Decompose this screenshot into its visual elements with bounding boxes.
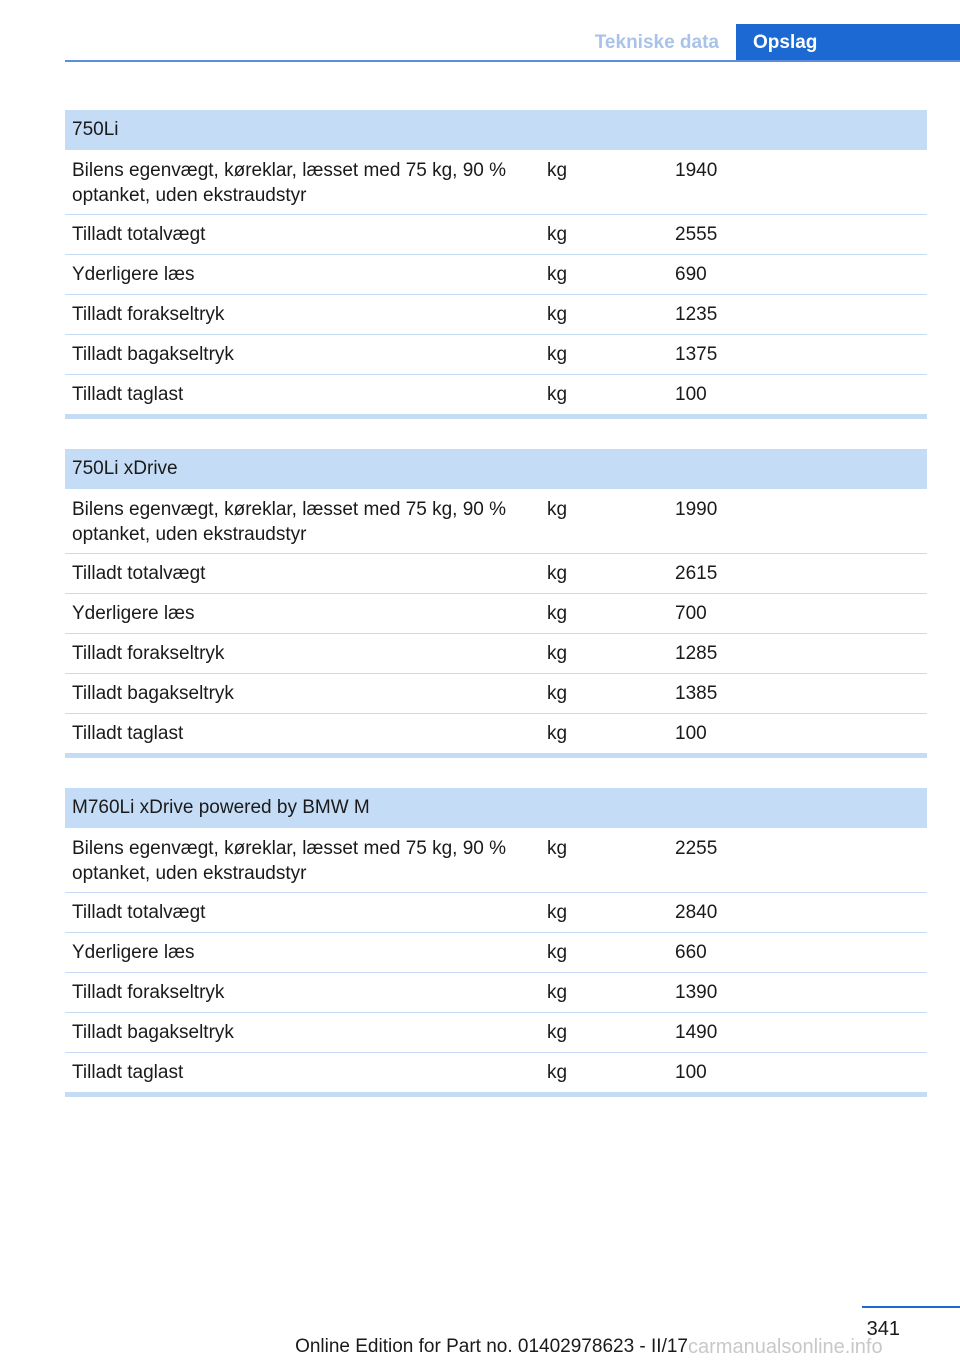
table-row [65,714,927,758]
row-unit: kg [547,902,568,923]
table-row [65,933,927,973]
spec-table-750li-xdrive [65,449,927,758]
table-title: M760Li xDrive powered by BMW M [65,788,927,828]
row-value: 2255 [675,838,718,859]
edition-note: Online Edition for Part no. 01402978623 - II/17 [295,1336,688,1357]
table-row [65,150,927,215]
table-row [65,554,927,594]
row-unit: kg [547,1062,568,1083]
row-label: Tilladt bagakseltryk [72,344,234,365]
row-value: 1390 [675,982,718,1003]
row-unit: kg [547,982,568,1003]
row-value: 1490 [675,1022,718,1043]
row-label: Tilladt bagakseltryk [72,1022,234,1043]
row-value: 2615 [675,563,718,584]
table-row [65,295,927,335]
table-row [65,893,927,933]
row-label: Bilens egenvægt, køreklar, læsset med 75 kg, 90 % optanket, uden ekstraudstyr [72,838,507,884]
row-value: 660 [675,942,707,963]
row-unit: kg [547,499,568,520]
row-label: Bilens egenvægt, køreklar, læsset med 75 kg, 90 % optanket, uden ekstraudstyr [72,499,507,545]
row-label: Yderligere læs [72,264,195,285]
row-unit: kg [547,723,568,744]
row-value: 100 [675,1062,707,1083]
row-unit: kg [547,344,568,365]
section-tab[interactable]: Tekniske data [594,32,719,53]
table-row [65,973,927,1013]
row-label: Tilladt totalvægt [72,563,206,584]
spec-table-m760li-xdrive [65,788,927,1097]
table-row [65,674,927,714]
row-value: 1375 [675,344,718,365]
table-row [65,828,927,893]
row-value: 690 [675,264,707,285]
row-unit: kg [547,942,568,963]
chapter-tab[interactable]: Opslag [736,24,960,62]
table-row [65,335,927,375]
row-label: Tilladt totalvægt [72,902,206,923]
row-label: Tilladt taglast [72,384,184,405]
row-label: Tilladt forakseltryk [72,643,225,664]
row-label: Tilladt taglast [72,1062,184,1083]
row-unit: kg [547,1022,568,1043]
table-row [65,215,927,255]
row-unit: kg [547,160,568,181]
row-label: Tilladt taglast [72,723,184,744]
row-value: 1235 [675,304,718,325]
row-value: 2555 [675,224,718,245]
spec-table-750li [65,110,927,419]
row-unit: kg [547,838,568,859]
table-title: 750Li xDrive [65,449,927,489]
row-label: Tilladt totalvægt [72,224,206,245]
row-value: 100 [675,723,707,744]
row-value: 700 [675,603,707,624]
row-unit: kg [547,603,568,624]
row-value: 1990 [675,499,718,520]
row-label: Yderligere læs [72,942,195,963]
table-row [65,255,927,295]
row-value: 1385 [675,683,718,704]
row-value: 100 [675,384,707,405]
table-title: 750Li [65,110,927,150]
page-number: 341 [866,1318,900,1340]
row-unit: kg [547,264,568,285]
table-row [65,489,927,554]
header-divider [65,60,960,62]
row-value: 2840 [675,902,718,923]
row-label: Tilladt forakseltryk [72,304,225,325]
row-label: Bilens egenvægt, køreklar, læsset med 75 kg, 90 % optanket, uden ekstraudstyr [72,160,507,206]
row-label: Yderligere læs [72,603,195,624]
page-header [0,0,960,62]
row-unit: kg [547,643,568,664]
footer-divider [862,1306,960,1308]
row-unit: kg [547,384,568,405]
row-value: 1285 [675,643,718,664]
row-label: Tilladt bagakseltryk [72,683,234,704]
watermark: carmanualsonline.info [688,1336,883,1358]
row-unit: kg [547,304,568,325]
table-row [65,594,927,634]
row-label: Tilladt forakseltryk [72,982,225,1003]
row-value: 1940 [675,160,718,181]
table-row [65,1053,927,1097]
table-row [65,634,927,674]
row-unit: kg [547,224,568,245]
row-unit: kg [547,683,568,704]
row-unit: kg [547,563,568,584]
table-row [65,375,927,419]
table-row [65,1013,927,1053]
